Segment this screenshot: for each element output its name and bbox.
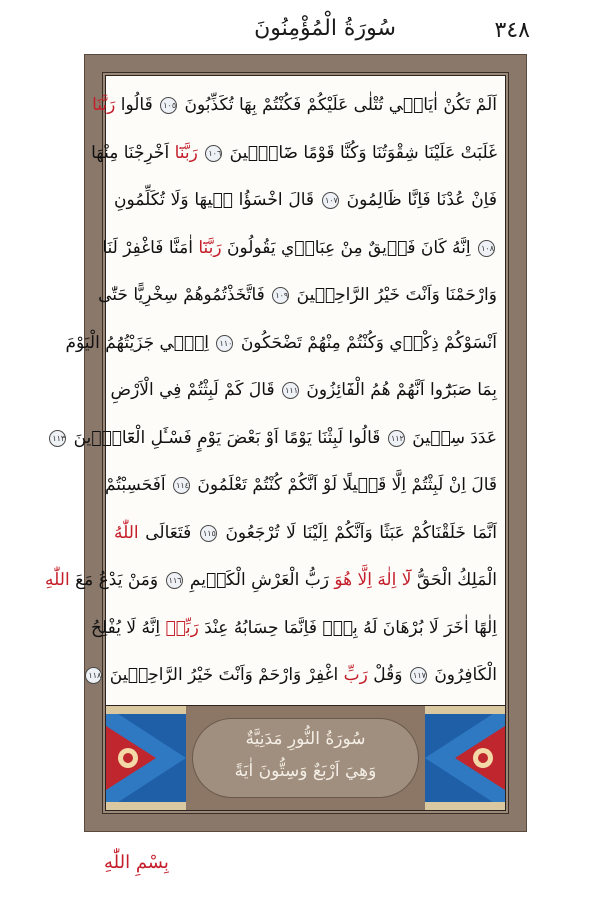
verse-text: رَبُّ الْعَرْشِ الْكَر۪يمِ [184, 570, 335, 590]
divine-name-text: اللّٰهِ [45, 570, 70, 590]
verse-text: بِمَا صَبَرُٓوا اَنَّهُمْ هُمُ الْفَٓائِزُونَ [300, 380, 497, 400]
verse-line [88, 652, 497, 700]
verse-text: قَالَ اخْسَؤُا ف۪يهَا وَلَا تُكَلِّمُونِ [114, 190, 320, 210]
verse-line [110, 367, 497, 415]
ayah-number-marker: ١١٣ [49, 430, 66, 447]
ayah-number-marker: ١١٦ [166, 572, 183, 589]
verse-text: قَالُوا [115, 95, 159, 115]
verse-text: قَالُوا لَبِثْنَا يَوْمًا اَوْ بَعْضَ يَوْمٍ فَسْـَٔلِ الْعَٓادّ۪ينَ [68, 427, 386, 448]
divine-name-text: رَبَّنَٓا [198, 237, 222, 258]
next-surah-verse-count: وَهِيَ اَرْبَعٌ وَسِتُّونَ اٰيَةً [234, 761, 377, 781]
verse-line [102, 225, 497, 273]
divine-name-text: رَبِّه۪ [165, 617, 199, 638]
ayah-number-marker: ١١٤ [173, 477, 190, 494]
ornament-right-icon [425, 706, 505, 810]
verse-line [114, 177, 497, 225]
ayah-number-marker: ١١٠ [216, 335, 233, 352]
page-number: ٣٤٨ [494, 18, 530, 43]
verse-text: غَلَبَتْ عَلَيْنَا شِقْوَتُنَا وَكُنَّا قَوْمًا ضَٓالّ۪ينَ [224, 142, 497, 163]
verse-text: قَالَ اِنْ لَبِثْتُمْ اِلَّا قَل۪يلًا لَوْ اَنَّكُمْ كُنْتُمْ تَعْلَمُونَ [191, 475, 497, 495]
verse-text: وَارْحَمْنَا وَاَنْتَ خَيْرُ الرَّاحِم۪ينَ [291, 285, 497, 305]
verse-text: فَاتَّخَذْتُمُوهُمْ سِخْرِيًّا حَتّٰى [98, 285, 271, 305]
verse-text: الْمَلِكُ الْحَقُّ [411, 570, 497, 590]
ayah-number-marker: ١١٥ [200, 525, 217, 542]
verse-text: اِنَّهُ لَا يُفْلِحُ [91, 617, 166, 638]
verse-text: اَفَحَسِبْتُمْ [104, 475, 171, 495]
verse-line [65, 320, 497, 368]
ayah-number-marker: ١٠٨ [478, 240, 495, 257]
ayah-number-marker: ١١٧ [410, 667, 427, 684]
verse-line [114, 510, 497, 558]
ayah-number-marker: ١٠٩ [272, 287, 289, 304]
ayah-number-marker: ١٠٧ [322, 192, 339, 209]
verse-line [104, 462, 497, 510]
verse-lines [45, 82, 497, 700]
page-header [90, 14, 530, 50]
verse-line [52, 415, 497, 463]
verse-text: اَنَّمَا خَلَقْنَاكُمْ عَبَثًا وَاَنَّكُمْ اِلَيْنَا لَا تُرْجَعُونَ [218, 522, 497, 543]
verse-text: وَمَنْ يَدْعُ مَعَ [69, 570, 164, 590]
verse-text: اِنَّهُ كَانَ فَر۪يقٌ مِنْ عِبَاد۪ي يَقُولُونَ [221, 237, 476, 258]
verse-text: فَاِنْ عُدْنَا فَاِنَّا ظَالِمُونَ [340, 190, 497, 210]
verse-line [92, 82, 497, 130]
verse-line [45, 557, 497, 605]
verse-line [91, 605, 497, 653]
surah-title: سُورَةُ الْمُؤْمِنُونَ [254, 16, 396, 41]
page-frame [45, 54, 527, 832]
frame-inner-border [45, 72, 509, 814]
banner-cartouche [192, 718, 419, 798]
verse-line [91, 130, 497, 178]
divine-name-text: لَٓا اِلٰهَ اِلَّا هُوَ [334, 570, 412, 590]
divine-name-text: رَبَّنَا [92, 95, 116, 115]
basmala-catchword: بِسْمِ اللّٰهِ [104, 852, 169, 873]
verse-line [98, 272, 497, 320]
verse-text: قَالَ كَمْ لَبِثْتُمْ فِي الْاَرْضِ [110, 380, 280, 400]
verse-text: اَلَمْ تَكُنْ اٰيَات۪ي تُتْلٰى عَلَيْكُمْ فَكُنْتُمْ بِهَا تُكَذِّبُونَ [179, 95, 497, 115]
ayah-number-marker: ١١٢ [388, 430, 405, 447]
ayah-number-marker: ١١٨ [85, 667, 102, 684]
ayah-number-marker: ١٠٦ [205, 145, 222, 162]
verse-text [198, 143, 203, 163]
divine-name-text: رَبَّنَٓا [174, 142, 198, 163]
divine-name-text: رَبِّ [343, 665, 368, 685]
verse-text: اِلٰهًا اٰخَرَ لَا بُرْهَانَ لَهُ بِه۪ۙ فَاِنَّمَا حِسَابُهُ عِنْدَ [198, 617, 497, 638]
ayah-number-marker: ١٠٥ [160, 97, 177, 114]
surah-banner [106, 705, 505, 810]
verse-text: وَقُلْ [367, 665, 408, 685]
verse-text: اٰمَنَّا فَاغْفِرْ لَنَا [102, 237, 199, 258]
verse-text: الْكَافِرُونَ [428, 665, 497, 685]
verse-text: عَدَدَ سِن۪ينَ [406, 427, 497, 448]
verse-text: فَتَعَالَى [138, 522, 198, 543]
ornament-left-icon [106, 706, 186, 810]
verse-text: اِنّ۪ي جَزَيْتُهُمُ الْيَوْمَ [65, 332, 215, 353]
text-page [45, 75, 506, 811]
verse-text: اغْفِرْ وَارْحَمْ وَاَنْتَ خَيْرُ الرَّاحِم۪ينَ [104, 665, 344, 685]
ayah-number-marker: ١١١ [282, 382, 299, 399]
verse-text: اَخْرِجْنَا مِنْهَا [91, 142, 175, 163]
verse-text: اَنْسَوْكُمْ ذِكْر۪ي وَكُنْتُمْ مِنْهُمْ تَضْحَكُونَ [235, 332, 497, 353]
next-surah-name: سُورَةُ النُّورِ مَدَنِيَّةٌ [245, 729, 366, 749]
divine-name-text: اللّٰهُ [114, 522, 139, 543]
